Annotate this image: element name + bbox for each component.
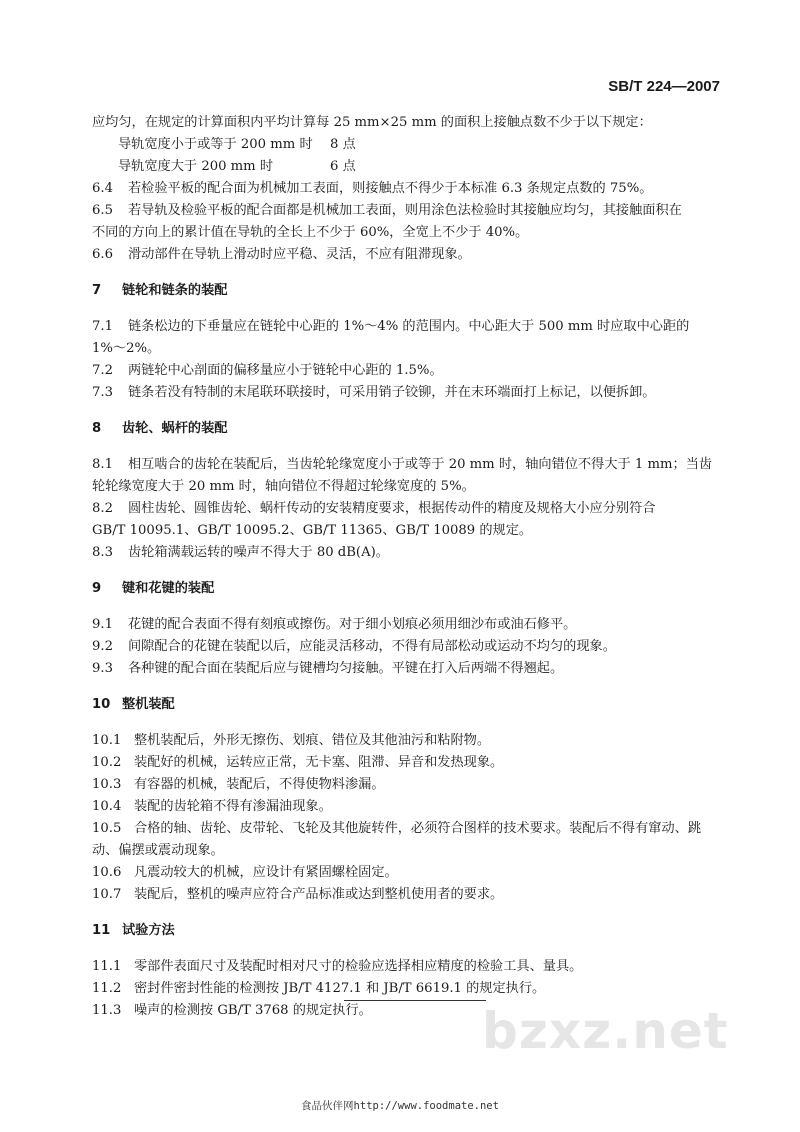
clause-line xyxy=(92,796,732,818)
clause-number: 10.2 xyxy=(92,755,122,770)
section-gap xyxy=(92,716,732,730)
clause-text: 齿轮箱满载运转的噪声不得大于 80 dB(A)。 xyxy=(128,545,389,560)
clause-text: 链条若没有特制的末尾联环联接时，可采用销子铰铆，并在末环端面打上标记，以便拆卸。 xyxy=(128,385,656,400)
clause-line xyxy=(92,382,732,404)
clause-line xyxy=(92,614,732,636)
text-line xyxy=(92,338,732,360)
standard-code: SB/T 224—2007 xyxy=(608,78,720,95)
clause-number: 8.1 xyxy=(92,457,113,472)
clause-text: 滑动部件在导轨上滑动时应平稳、灵活，不应有阻滞现象。 xyxy=(128,247,471,262)
section-gap xyxy=(92,564,732,578)
clause-text: 圆柱齿轮、圆锥齿轮、蜗杆传动的安装精度要求，根据传动件的精度及规格大小应分别符合 xyxy=(128,501,656,516)
clause-number: 8.2 xyxy=(92,501,113,516)
clause-text: 凡震动较大的机械，应设计有紧固螺栓固定。 xyxy=(134,865,398,880)
section-heading xyxy=(92,578,732,600)
clause-number: 9.2 xyxy=(92,639,113,654)
clause-text: 噪声的检测按 GB/T 3768 的规定执行。 xyxy=(134,1003,372,1018)
clause-text: 整机装配后，外形无擦伤、划痕、错位及其他油污和粘附物。 xyxy=(134,733,491,748)
clause-number: 6.6 xyxy=(92,247,113,262)
clause-text: 1%～2%。 xyxy=(92,341,161,356)
section-number: 10 xyxy=(92,697,111,712)
clause-number: 10.6 xyxy=(92,865,122,880)
clause-line xyxy=(92,200,732,222)
clause-line xyxy=(92,956,732,978)
text-line xyxy=(92,134,732,156)
clause-text: 装配好的机械，运转应正常，无卡塞、阻滞、异音和发热现象。 xyxy=(134,755,504,770)
text-line xyxy=(92,156,732,178)
clause-text: 应均匀，在规定的计算面积内平均计算每 25 mm×25 mm 的面积上接触点数不少于以下规定： xyxy=(92,115,652,130)
footer-text: 食品伙伴网http://www.foodmate.net xyxy=(301,1100,499,1112)
clause-text: 轮轮缘宽度大于 20 mm 时，轴向错位不得超过轮缘宽度的 5%。 xyxy=(92,479,475,494)
clause-number: 10.3 xyxy=(92,777,122,792)
clause-number: 11.1 xyxy=(92,959,122,974)
clause-line xyxy=(92,636,732,658)
section-title: 键和花键的装配 xyxy=(122,581,215,596)
clause-text: GB/T 10095.1、GB/T 10095.2、GB/T 11365、GB/T 10089 的规定。 xyxy=(92,523,533,538)
clause-number: 10.4 xyxy=(92,799,122,814)
section-title: 试验方法 xyxy=(122,923,175,938)
clause-number: 7.1 xyxy=(92,319,113,334)
end-rule xyxy=(344,1000,486,1001)
section-title: 整机装配 xyxy=(122,697,175,712)
clause-text: 装配的齿轮箱不得有渗漏油现象。 xyxy=(134,799,332,814)
clause-line xyxy=(92,454,732,476)
clause-number: 8.3 xyxy=(92,545,113,560)
section-gap xyxy=(92,266,732,280)
clause-text: 各种键的配合面在装配后应与键槽均匀接触。平键在打入后两端不得翘起。 xyxy=(128,661,564,676)
clause-line xyxy=(92,862,732,884)
clause-line xyxy=(92,730,732,752)
clause-text: 两链轮中心剖面的偏移量应小于链轮中心距的 1.5%。 xyxy=(128,363,443,378)
clause-text: 相互啮合的齿轮在装配后，当齿轮轮缘宽度小于或等于 20 mm 时，轴向错位不得大于 1 mm；当齿 xyxy=(128,457,713,472)
clause-text: 不同的方向上的累计值在导轨的全长上不少于 60%，全宽上不少于 40%。 xyxy=(92,225,529,240)
clause-line xyxy=(92,178,732,200)
clause-line xyxy=(92,752,732,774)
clause-text: 动、偏摆或震动现象。 xyxy=(92,843,224,858)
clause-number: 10.1 xyxy=(92,733,122,748)
clause-number: 11.2 xyxy=(92,981,122,996)
section-gap xyxy=(92,404,732,418)
section-number: 9 xyxy=(92,581,102,596)
section-gap xyxy=(92,906,732,920)
clause-line xyxy=(92,316,732,338)
clause-number: 10.5 xyxy=(92,821,122,836)
clause-number: 9.3 xyxy=(92,661,113,676)
clause-line xyxy=(92,498,732,520)
clause-number: 6.4 xyxy=(92,181,113,196)
section-title: 齿轮、蜗杆的装配 xyxy=(122,421,228,436)
clause-line xyxy=(92,658,732,680)
clause-number: 11.3 xyxy=(92,1003,122,1018)
clause-number: 10.7 xyxy=(92,887,122,902)
clause-number: 7.2 xyxy=(92,363,113,378)
clause-text: 链条松边的下垂量应在链轮中心距的 1%～4% 的范围内。中心距大于 500 mm 时应取中心距的 xyxy=(128,319,690,334)
section-heading xyxy=(92,694,732,716)
clause-text: 密封件密封性能的检测按 JB/T 4127.1 和 JB/T 6619.1 的规定执行。 xyxy=(134,981,546,996)
section-number: 11 xyxy=(92,923,111,938)
text-line xyxy=(92,476,732,498)
section-heading xyxy=(92,280,732,302)
clause-line xyxy=(92,360,732,382)
section-heading xyxy=(92,418,732,440)
clause-line xyxy=(92,818,732,840)
clause-text: 若导轨及检验平板的配合面都是机械加工表面，则用涂色法检验时其接触应均匀，其接触面积在 xyxy=(128,203,682,218)
clause-number: 7.3 xyxy=(92,385,113,400)
clause-line xyxy=(92,774,732,796)
clause-text: 装配后，整机的噪声应符合产品标准或达到整机使用者的要求。 xyxy=(134,887,504,902)
text-line xyxy=(92,222,732,244)
clause-text: 有容器的机械，装配后，不得使物料渗漏。 xyxy=(134,777,385,792)
section-number: 8 xyxy=(92,421,102,436)
section-gap xyxy=(92,302,732,316)
clause-text: 间隙配合的花键在装配以后，应能灵活移动，不得有局部松动或运动不均匀的现象。 xyxy=(128,639,616,654)
clause-text: 零部件表面尺寸及装配时相对尺寸的检验应选择相应精度的检验工具、量具。 xyxy=(134,959,583,974)
text-line xyxy=(92,112,732,134)
clause-number: 6.5 xyxy=(92,203,113,218)
clause-text: 花键的配合表面不得有刻痕或擦伤。对于细小划痕必须用细沙布或油石修平。 xyxy=(128,617,577,632)
clause-text: 合格的轴、齿轮、皮带轮、飞轮及其他旋转件，必须符合图样的技术要求。装配后不得有窜动、跳 xyxy=(134,821,702,836)
watermark: bzxz.net xyxy=(482,1002,729,1060)
section-gap xyxy=(92,680,732,694)
text-line xyxy=(92,840,732,862)
clause-number: 9.1 xyxy=(92,617,113,632)
section-gap xyxy=(92,440,732,454)
clause-line xyxy=(92,244,732,266)
section-title: 链轮和链条的装配 xyxy=(122,283,228,298)
section-gap xyxy=(92,600,732,614)
clause-text: 若检验平板的配合面为机械加工表面，则接触点不得少于本标准 6.3 条规定点数的 75%。 xyxy=(128,181,653,196)
clause-line xyxy=(92,542,732,564)
text-line xyxy=(92,520,732,542)
clause-text: 导轨宽度小于或等于 200 mm 时 8 点 xyxy=(118,137,356,152)
document-body xyxy=(92,112,732,1022)
clause-text: 导轨宽度大于 200 mm 时 6 点 xyxy=(118,159,356,174)
section-heading xyxy=(92,920,732,942)
section-number: 7 xyxy=(92,283,102,298)
section-gap xyxy=(92,942,732,956)
clause-line xyxy=(92,884,732,906)
clause-line xyxy=(92,978,732,1000)
